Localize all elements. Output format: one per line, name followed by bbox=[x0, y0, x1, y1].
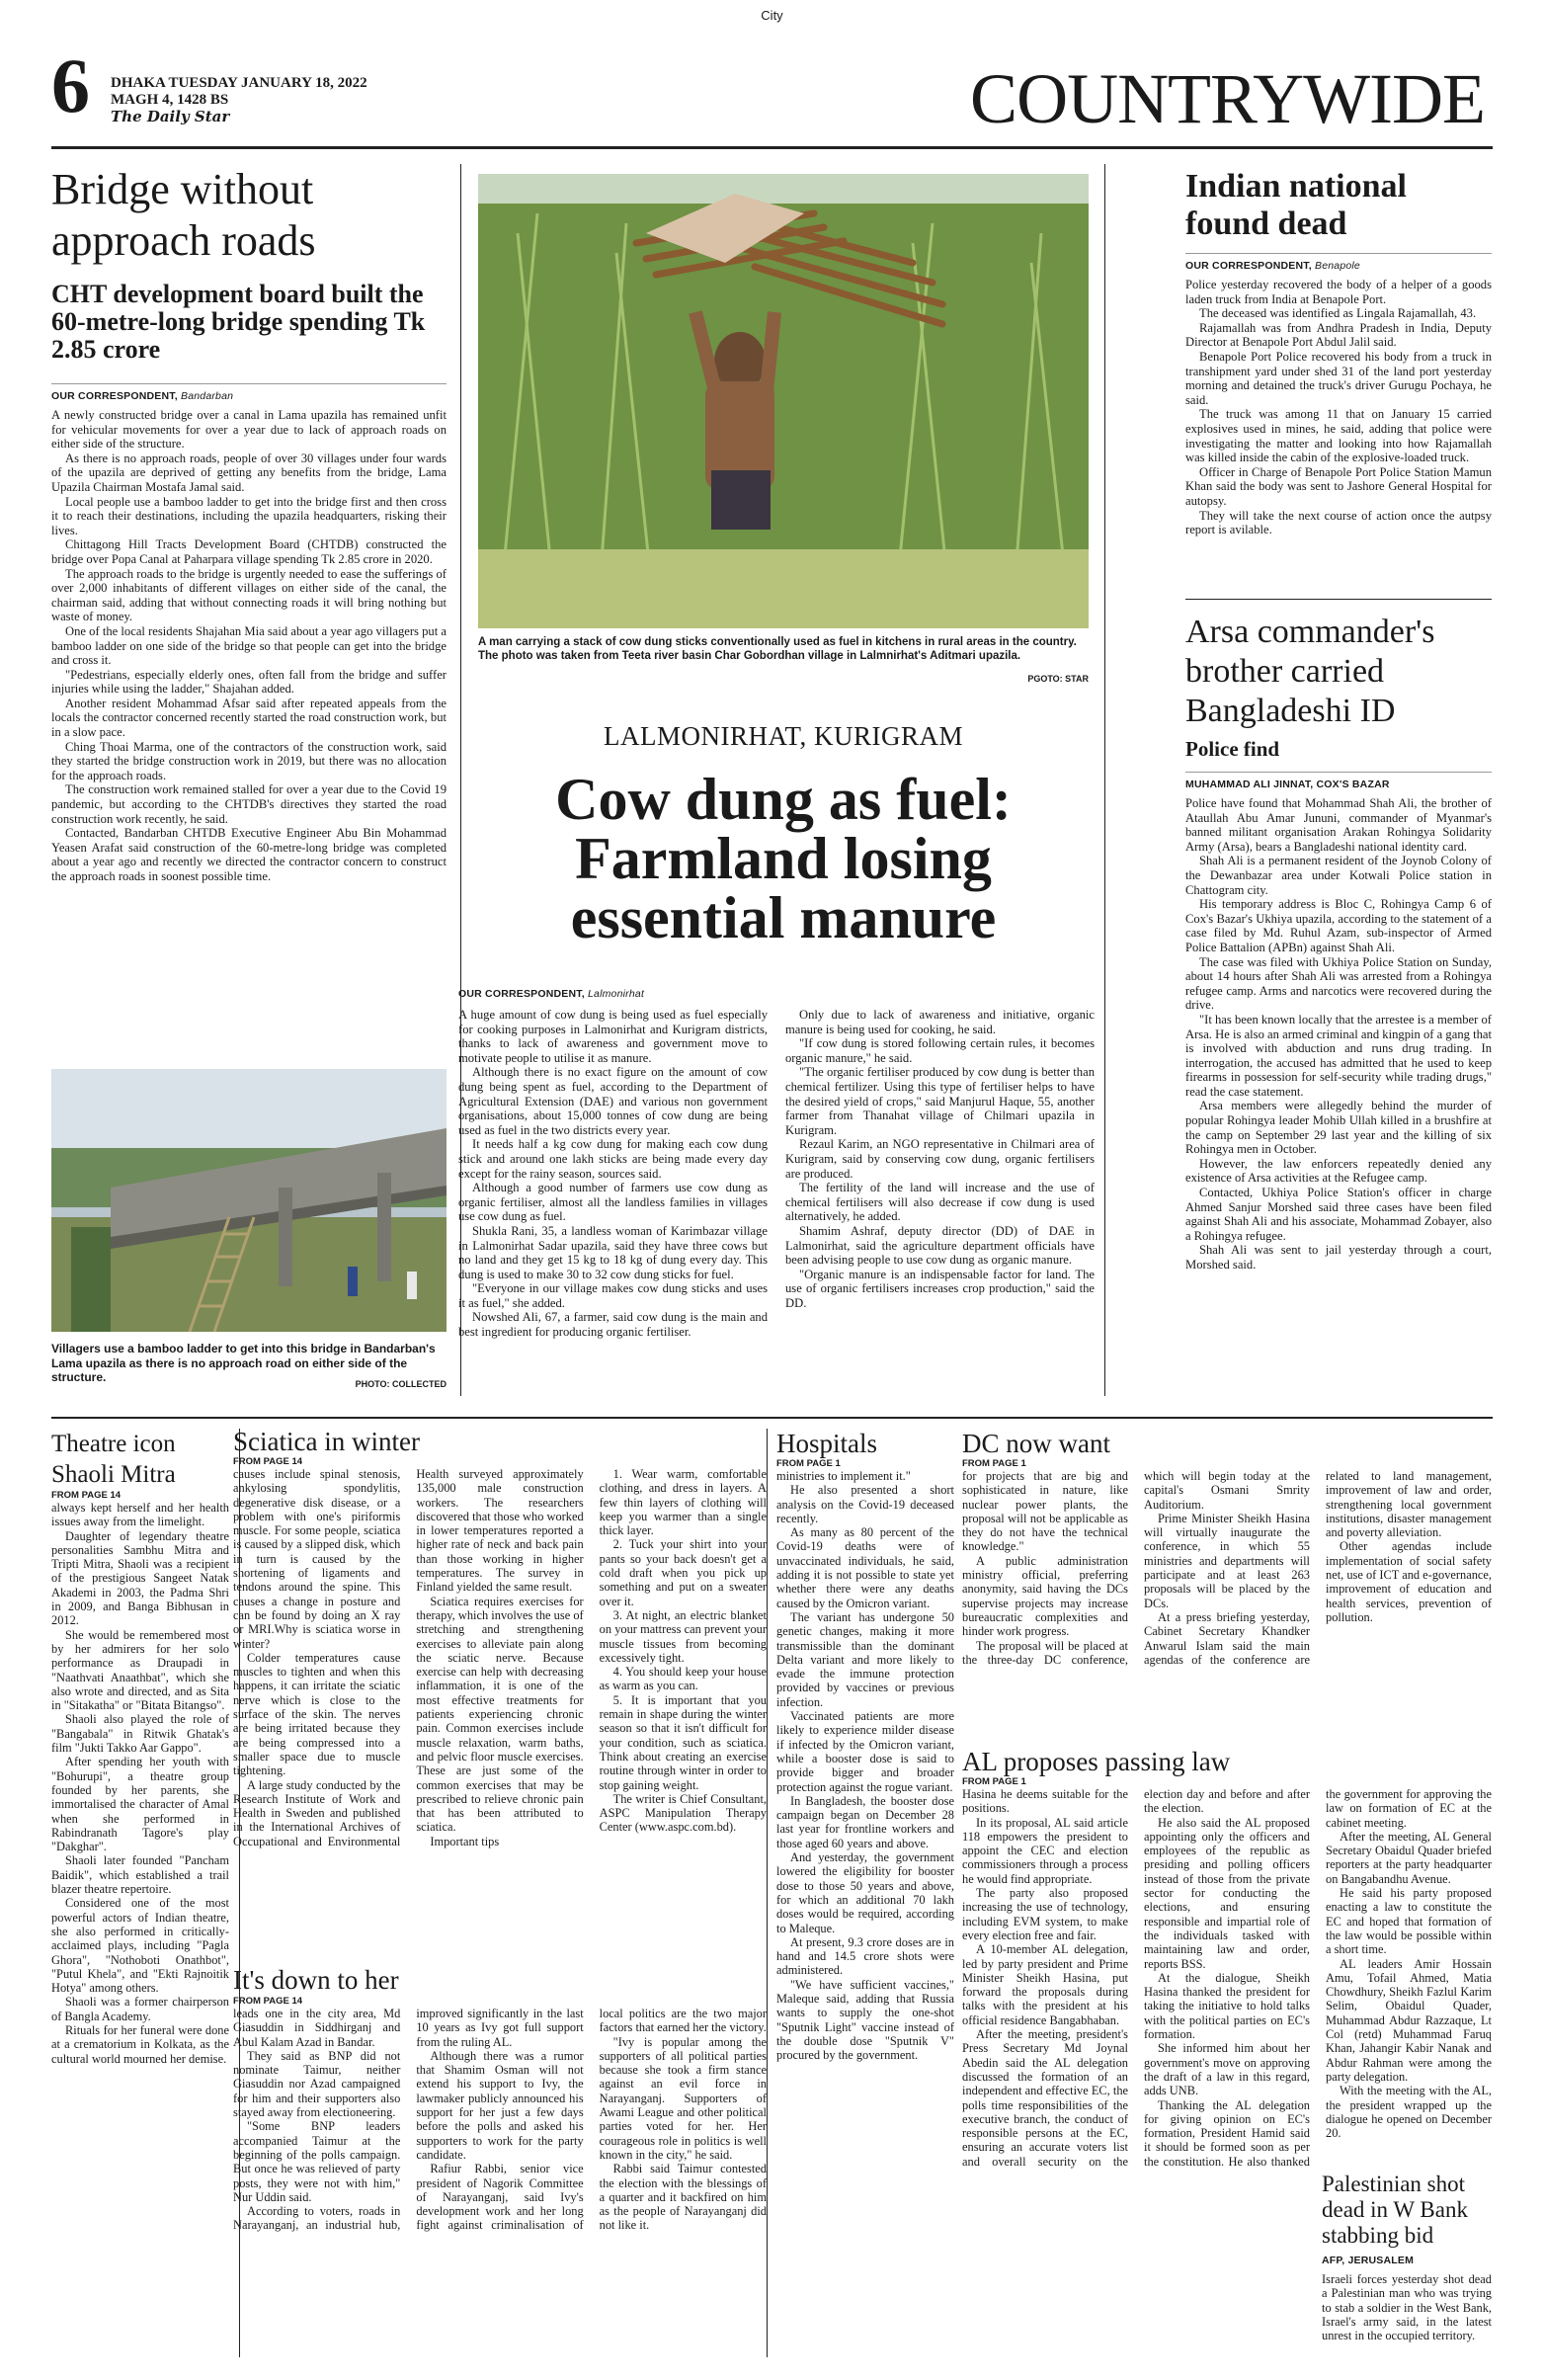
bridge-photo bbox=[51, 1069, 447, 1332]
indian-article bbox=[1185, 168, 1492, 537]
paragraph: In its proposal, AL said article 118 empowers the president to appoint the CEC and election commissioners through a process he would find appropriate. bbox=[962, 1815, 1128, 1886]
bridge-article bbox=[51, 164, 447, 884]
hospitals-body bbox=[776, 1469, 954, 2062]
indian-body bbox=[1185, 278, 1492, 537]
paragraph: Considered one of the most powerful actors of Indian theatre, she also performed in critically-acclaimed plays, including "Pagla Ghora", "Nothoboti Onathbot", "Putul Khela", and "Ekti Rajnoitik Hotya" among others. bbox=[51, 1896, 229, 1996]
paragraph: The approach roads to the bridge is urgently needed to ease the sufferings of over 2,000 inhabitants of different villages on either side of the canal, the chairman said, adding that without connecting roads it will bring nothing but waste of money. bbox=[51, 566, 447, 624]
article-rule bbox=[1185, 599, 1492, 600]
paragraph: They said as BNP did not nominate Taimur, neither Giasuddin nor Azad campaigned for him and their supporters also stayed away from electioneering. bbox=[233, 2048, 401, 2120]
paragraph: A 10-member AL delegation, led by party president and Prime Minister Sheikh Hasina, put forward the proposals during talks with the president at his official residence Bangabhaban. bbox=[962, 1942, 1128, 2027]
paragraph: At a press briefing yesterday, Cabinet Secretary Khandker Anwarul Islam said the main agendas of the conference are related to land management, improvement of law and order, strengthening local government institutions, disaster management and poverty alleviation. bbox=[1144, 1469, 1492, 1667]
paragraph: A newly constructed bridge over a canal in Lama upazila has remained unfit for vehicular movements for over a year due to lack of approach roads on either side of the structure. bbox=[51, 408, 447, 451]
cowdung-byline: OUR CORRESPONDENT, Lalmonirhat bbox=[458, 988, 645, 1000]
paragraph: Rabbi said Taimur contested the election with the blessings of a quarter and it backfired on him as the people of Narayanganj did not like it. bbox=[599, 2162, 767, 2233]
arsa-article bbox=[1185, 613, 1492, 1272]
cowdung-body bbox=[458, 1008, 1095, 1403]
indian-byline: OUR CORRESPONDENT, Benapole bbox=[1185, 253, 1492, 272]
paragraph: "Everyone in our village makes cow dung sticks and uses it as fuel," she added. bbox=[458, 1281, 768, 1310]
sciatica-headline: Sciatica in winter bbox=[233, 1427, 420, 1456]
paragraph: In Bangladesh, the booster dose campaign began on December 28 last year for frontline workers and those aged 60 years and above. bbox=[776, 1793, 954, 1850]
paragraph: "We have sufficient vaccines," Maleque said, adding that Russia wants to supply the one-shot "Sputnik Light" vaccine instead of the double dose "Sputnik V" procured by the government. bbox=[776, 1977, 954, 2063]
cowdung-headline: Cow dung as fuel: Farmland losing essential manure bbox=[555, 767, 1012, 950]
indian-headline: Indian national found dead bbox=[1185, 168, 1407, 242]
paragraph: Shaoli also played the role of "Bangabala" in Ritwik Ghatak's film "Jukti Takko Aar Gappo". bbox=[51, 1712, 229, 1756]
paragraph: Vaccinated patients are more likely to experience milder disease if infected by the Omicron variant, while a booster dose is said to provide bigger and broader protection against the rogue variant. bbox=[776, 1709, 954, 1794]
paragraph: Officer in Charge of Benapole Port Police Station Mamun Khan said the body was sent to Jashore General Hospital for autopsy. bbox=[1185, 464, 1492, 508]
alproposes-headline: AL proposes passing law bbox=[962, 1747, 1231, 1776]
paragraph: At present, 9.3 crore doses are in hand and 14.5 crore shots were administered. bbox=[776, 1934, 954, 1978]
paragraph: One of the local residents Shajahan Mia said about a year ago villagers put a bamboo ladder on one side of the bridge so that people can get into the bridge and cross it. bbox=[51, 623, 447, 668]
theatre-from-page: FROM PAGE 14 bbox=[51, 1490, 122, 1501]
paragraph: At the dialogue, Sheikh Hasina thanked the president for taking the initiative to hold talks with the political parties on EC's formation. bbox=[1144, 1970, 1310, 2042]
paragraph: As there is no approach roads, people of over 30 villages under four wards of the upazila are deprived of getting any benefits from the bridge, Lama Upazila Chairman Mostafa Jamal said. bbox=[51, 451, 447, 494]
paragraph: A public administration ministry official, preferring anonymity, said having the DCs supervise projects may increase bureaucratic complexities and hinder work progress. bbox=[962, 1553, 1128, 1639]
downtoher-body bbox=[233, 2007, 767, 2372]
paragraph: Ching Thoai Marma, one of the contractors of the construction work, said they started the bridge construction work in 2019, but there was no allocation for the approach roads. bbox=[51, 739, 447, 782]
paragraph: They will take the next course of action once the autpsy report is avilable. bbox=[1185, 508, 1492, 537]
arsa-headline: Arsa commander's brother carried Bangladeshi ID bbox=[1185, 614, 1435, 729]
date-line: DHAKA TUESDAY JANUARY 18, 2022 bbox=[111, 75, 367, 91]
column-rule bbox=[767, 1429, 768, 2357]
paragraph: Rajamallah was from Andhra Pradesh in India, Deputy Director at Benapole Port Abdul Jalil said. bbox=[1185, 320, 1492, 350]
paragraph: Colder temperatures cause muscles to tighten and when this happens, it can irritate the sciatic nerve which is close to the surface of the skin. The nerves are being irritated because they are being compressed into a smaller space due to muscle tightening. bbox=[233, 1650, 401, 1778]
paragraph: He also presented a short analysis on the Covid-19 deceased recently. bbox=[776, 1483, 954, 1525]
paragraph: 3. At night, an electric blanket on your mattress can prevent your muscle tissues from becoming excessively tight. bbox=[599, 1607, 767, 1665]
paragraph: He also said the AL proposed appointing only the officers and employees of the republic as presiding and polling officers instead of those from the private sector for conducting the elections, and ensuring responsible and impartial role of the individuals tasked with maintaining law and order, reports BSS. bbox=[1144, 1815, 1310, 1971]
bridge-subhead: CHT development board built the 60-metre-long bridge spending Tk 2.85 crore bbox=[51, 280, 426, 364]
dcnow-headline: DC now want bbox=[962, 1429, 1110, 1458]
paragraph: The construction work remained stalled for over a year due to the Covid 19 pandemic, but according to the CHTDB's directives they started the road construction work recently, he said. bbox=[51, 782, 447, 826]
hospitals-article bbox=[776, 1429, 954, 2062]
cowdung-photo-caption: A man carrying a stack of cow dung sticks conventionally used as fuel in kitchens in rural areas in the country. The photo was taken from Teeta river basin Char Gobordhan village in Lalmnirhat's Aditmari upazila. bbox=[478, 636, 1077, 662]
paragraph: Benapole Port Police recovered his body from a truck in transhipment yard under shed 31 of the land port yesterday morning and detained the truck's driver Gurugu Pochaya, he said. bbox=[1185, 349, 1492, 407]
header-rule bbox=[51, 146, 1493, 149]
paragraph: Sciatica requires exercises for therapy, which involves the use of stretching and strengthening exercises to alleviate pain along the sciatic nerve. Because exercise can help with decreasing inflammation, it is one of the most effective treatments for patients experiencing chronic pain. Common exercises include muscle relaxation, warm baths, and pelvic floor muscle exercises. These are just some of the common exercises that may be prescribed to relieve chronic pain that has been attributed to sciatica. bbox=[416, 1594, 584, 1835]
paragraph: The fertility of the land will increase and the use of chemical fertilisers will also decrease if cow dung is used alternatively, he added. bbox=[785, 1181, 1095, 1224]
paragraph: After the meeting, president's Press Secretary Md Joynal Abedin said the AL delegation discussed the formation of an independent and effective EC, the polls time responsibilities of the executive branch, the conduct of responsible persons at the EC, ensuring an accurate voters list and overall security on the election day and before and after the election. bbox=[962, 1787, 1310, 2169]
dateline bbox=[111, 75, 367, 125]
alproposes-from-page: FROM PAGE 1 bbox=[962, 1776, 1026, 1787]
cowdung-byline-wrap bbox=[458, 982, 761, 1006]
arsa-subhead: Police find bbox=[1185, 737, 1280, 761]
paragraph: causes include spinal stenosis, ankylosing spondylitis, degenerative disk disease, or a problem with one's piriformis muscle. For some people, sciatica is caused by a slipped disk, which in turn is caused by the shortening of ligaments and tendons around the spine. This causes a change in posture and can be found by doing an X ray or MRI.Why is sciatica worse in winter? bbox=[233, 1467, 401, 1651]
paragraph: for projects that are big and sophisticated in nature, like nuclear power plants, the proposal will not be applicable as they do not have the technical knowledge." bbox=[962, 1469, 1128, 1554]
masthead-logo: The Daily Star bbox=[111, 108, 230, 125]
cowdung-photo-credit: PGOTO: STAR bbox=[1027, 674, 1089, 684]
theatre-headline: Theatre icon Shaoli Mitra bbox=[51, 1431, 176, 1488]
paragraph: Local people use a bamboo ladder to get into the bridge first and then cross it to reach their destinations, including the upazila headquarters, risking their lives. bbox=[51, 494, 447, 537]
bridge-byline: OUR CORRESPONDENT, Bandarban bbox=[51, 383, 447, 402]
bridge-headline: Bridge without approach roads bbox=[51, 165, 316, 265]
paragraph: always kept herself and her health issues away from the limelight. bbox=[51, 1501, 229, 1529]
paragraph: The party also proposed increasing the use of technology, including EVM system, to make every election free and fair. bbox=[962, 1886, 1128, 1942]
paragraph: ministries to implement it." bbox=[776, 1469, 911, 1483]
paragraph: Contacted, Bandarban CHTDB Executive Engineer Abu Bin Mohammad Yeasen Arafat said construction of the 60-metre-long bridge was completed about a year ago and recently we directed the contractor concern to construct the approach roads in soonest possible time. bbox=[51, 826, 447, 883]
hospitals-from-page: FROM PAGE 1 bbox=[776, 1458, 841, 1469]
page-number: 6 bbox=[51, 42, 90, 128]
paragraph: Shukla Rani, 35, a landless woman of Karimbazar village in Lalmonirhat Sadar upazila, said they have three cows but no land and they get 15 kg to 18 kg of dung every day. This dung is used to make 30 to 32 cow dung sticks for fuel. bbox=[458, 1223, 768, 1281]
paragraph: Prime Minister Sheikh Hasina will virtually inaugurate the conference, in which 55 ministries and departments will participate and at least 263 proposals will be placed by the DCs. bbox=[1144, 1511, 1310, 1610]
paragraph: Shah Ali was sent to jail yesterday through a court, Morshed said. bbox=[1185, 1243, 1492, 1272]
cowdung-photo-image bbox=[478, 174, 1089, 628]
section-title: COUNTRYWIDE bbox=[970, 59, 1485, 138]
paragraph: Although a good number of farmers use cow dung as organic fertiliser, almost all the landless families in villages use cow dung as fuel. bbox=[458, 1181, 768, 1224]
paragraph: Israeli forces yesterday shot dead a Palestinian man who was trying to stab a soldier in the West Bank, Israel's army said, in the latest unrest in the occupied territory. bbox=[1322, 2272, 1492, 2343]
paragraph: 5. It is important that you remain in shape during the winter season so that it isn't difficult for your condition, such as sciatica. Think about creating an exercise routine through winter in order to stop gaining weight. bbox=[599, 1692, 767, 1792]
paragraph: Contacted, Ukhiya Police Station's officer in charge Ahmed Sanjur Morshed said three cases have been filed against Shah Ali and his associate, Mohammad Zobayer, also a Rohingya refugee. bbox=[1185, 1186, 1492, 1243]
paragraph: She informed him about her government's move on approving the draft of a law in this regard, adds UNB. bbox=[1144, 2041, 1310, 2098]
paragraph: It needs half a kg cow dung for making each cow dung stick and around one lakh sticks are being made every day except for the rainy season, sources said. bbox=[458, 1137, 768, 1181]
bridge-body bbox=[51, 408, 447, 884]
downtoher-from-page: FROM PAGE 14 bbox=[233, 1996, 303, 2007]
dcnow-body bbox=[962, 1469, 1492, 1756]
paragraph: The deceased was identified as Lingala Rajamallah, 43. bbox=[1199, 306, 1477, 321]
paragraph: Although there was a rumor that Shamim Osman will not extend his support to Ivy, the lawmaker publicly announced his support for her just a few days before the polls and asked his supporters to work for the party candidate. bbox=[416, 2048, 584, 2162]
sciatica-article bbox=[233, 1427, 767, 1961]
paragraph: "Organic manure is an indispensable factor for land. The use of organic fertilisers increases crop production," said the DD. bbox=[785, 1267, 1095, 1310]
palestinian-body bbox=[1322, 2272, 1492, 2342]
paragraph: 4. You should keep your house as warm as you can. bbox=[599, 1665, 767, 1693]
paragraph: Daughter of legendary theatre personalities Sambhu Mitra and Tripti Mitra, Shaoli was a recipient of the prestigious Sangeet Natak Akademi in 2003, the Padma Shri in 2009, and Banga Bibhusan in 2012. bbox=[51, 1528, 229, 1628]
sciatica-from-page: FROM PAGE 14 bbox=[233, 1456, 303, 1467]
paragraph: With the meeting with the AL, the president wrapped up the dialogue he opened on December 20. bbox=[1326, 2084, 1492, 2141]
theatre-body bbox=[51, 1501, 229, 2066]
paragraph: She would be remembered most by her admirers for her solo performance as Draupadi in "Naathvati Anaathbat", which she also wrote and directed, and as Sita in "Sitakatha" or "Bitata Bitangso". bbox=[51, 1627, 229, 1713]
paragraph: "Some BNP leaders accompanied Taimur at the beginning of the polls campaign. But once he was relieved of party posts, they were not with him," Nur Uddin said. bbox=[233, 2119, 401, 2204]
paragraph: leads one in the city area, Md Giasuddin in Siddhirganj and Abul Kalam Azad in Bandar. bbox=[233, 2007, 401, 2049]
dcnow-article bbox=[962, 1429, 1492, 1756]
paragraph: "Pedestrians, especially elderly ones, often fall from the bridge and suffer injuries while using the ladder," Shajahan added. bbox=[51, 667, 447, 697]
hospitals-headline: Hospitals bbox=[776, 1429, 878, 1458]
paragraph: Nowshed Ali, 67, a farmer, said cow dung is the main and best ingredient for producing organic fertiliser. bbox=[458, 1310, 768, 1340]
paragraph: After spending her youth with "Bohurupi", a theatre group founded by her parents, she immortalised the character of Amal when she performed in Rabindranath Tagore's play "Dakghar". bbox=[51, 1755, 229, 1854]
bridge-photo-credit: PHOTO: COLLECTED bbox=[355, 1379, 447, 1389]
paragraph: 1. Wear warm, comfortable clothing, and dress in layers. A few thin layers of clothing will keep you warmer than a single thick layer. bbox=[599, 1467, 767, 1538]
paragraph: As many as 80 percent of the Covid-19 deaths were of unvaccinated individuals, he said, adding it is not possible to state yet whether there were any deaths caused by the Omicron variant. bbox=[776, 1525, 954, 1610]
cowdung-photo bbox=[478, 174, 1089, 628]
paragraph: After the meeting, AL General Secretary Obaidul Quader briefed reporters at the party headquarter on Bangabandhu Avenue. bbox=[1326, 1829, 1492, 1886]
paragraph: Hasina he deems suitable for the positions. bbox=[962, 1787, 1128, 1816]
paragraph: Police have found that Mohammad Shah Ali, the brother of Ataullah Abu Amar Jununi, commander of Myanmar's banned militant organisation Arakan Rohingya Solidarity Army (Arsa), bears a Bangladeshi national identity card. bbox=[1185, 796, 1492, 854]
section-top-label: City bbox=[761, 8, 783, 23]
paragraph: Other agendas include implementation of social safety net, use of ICT and e-governance, improvement of education and health services, prevention of pollution. bbox=[1326, 1539, 1493, 1624]
paragraph: The proposal will be placed at the three-day DC conference, which will begin today at the capital's Osmani Smrity Auditorium. bbox=[962, 1469, 1310, 1667]
paragraph: Important tips bbox=[430, 1834, 500, 1848]
paragraph: Shah Ali is a permanent resident of the Joynob Colony of the Dewanbazar area under Kotwali Police station in Chattogram city. bbox=[1185, 854, 1492, 897]
theatre-article bbox=[51, 1429, 229, 2066]
paragraph: AL leaders Amir Hossain Amu, Tofail Ahmed, Matia Chowdhury, Sheikh Fazlul Karim Selim, Obaidul Quader, Muhammad Abdur Razzaque, Lt Col (retd) Muhammad Faruq Khan, Jahangir Kabir Nanak and Abdur Rahman were among the party delegation. bbox=[1326, 1956, 1492, 2084]
paragraph: The variant has undergone 50 genetic changes, making it more transmissible than the dominant Delta variant and more likely to evade the immune protection provided by vaccines or previous infection. bbox=[776, 1609, 954, 1709]
sciatica-body bbox=[233, 1467, 767, 1961]
paragraph: However, the law enforcers repeatedly denied any existence of Arsa activities at the Refugee camp. bbox=[1185, 1156, 1492, 1186]
downtoher-headline: It's down to her bbox=[233, 1965, 399, 1995]
palestinian-headline: Palestinian shot dead in W Bank stabbing bid bbox=[1322, 2172, 1468, 2248]
bangla-date: MAGH 4, 1428 BS bbox=[111, 92, 229, 108]
paragraph: Shamim Ashraf, deputy director (DD) of DAE in Lalmonirhat, said the agriculture department officials have been advising people to use cow dung as organic manure. bbox=[785, 1223, 1095, 1268]
paragraph: Rezaul Karim, an NGO representative in Chilmari area of Kurigram, said by conserving cow dung, organic fertilisers are produced. bbox=[785, 1137, 1095, 1181]
dcnow-from-page: FROM PAGE 1 bbox=[962, 1458, 1026, 1469]
paragraph: The truck was among 11 that on January 15 carried explosives used in mines, he said, adding that police were investigating the matter and looking into how Rajamallah was killed inside the cabin of the explosive-loaded truck. bbox=[1185, 407, 1492, 465]
paragraph: Rituals for her funeral were done at a crematorium in Kolkata, as the cultural world mourned her demise. bbox=[51, 2022, 229, 2066]
paragraph: A huge amount of cow dung is being used as fuel especially for cooking purposes in Lalmonirhat and Kurigram districts, thanks to lack of awareness and government move to motivate people to utilise it as manure. bbox=[458, 1008, 768, 1065]
arsa-body bbox=[1185, 796, 1492, 1272]
paragraph: Shaoli later founded "Pancham Baidik", which established a trail blazer theatre repertoire. bbox=[51, 1853, 229, 1897]
palestinian-article bbox=[1322, 2172, 1492, 2342]
paragraph: The case was filed with Ukhiya Police Station on Sunday, about 14 hours after Shah Ali was arrested from a Rohingya refugee camp. Arms and narcotics were recovered during the drive. bbox=[1185, 954, 1492, 1013]
paragraph: Arsa members were allegedly behind the murder of popular Rohingya leader Mohib Ullah killed in a brushfire at the camp on September 29 last year and the killing of six Rohingya men in October. bbox=[1185, 1099, 1492, 1157]
paragraph: And yesterday, the government lowered the eligibility for booster dose to those 50 years and above, for which an additional 70 lakh doses would be required, according to Maleque. bbox=[776, 1850, 954, 1935]
cowdung-kicker: LALMONIRHAT, KURIGRAM bbox=[604, 721, 963, 751]
downtoher-article bbox=[233, 1964, 767, 2372]
paragraph: "The organic fertiliser produced by cow dung is better than chemical fertilizer. Using this type of fertiliser helps to have the desired yield of crops," said Manjurul Haque, 55, another farmer from Thanahat village of Chilmari upazila in Kurigram. bbox=[785, 1065, 1095, 1137]
bridge-photo-image bbox=[51, 1069, 447, 1332]
paragraph: His temporary address is Bloc C, Rohingya Camp 6 of Cox's Bazar's Ukhiya upazila, according to the statement of a case filed by Md. Ruhul Azam, sub-inspector of Armed Police Battalion (APBn) against Shah Ali. bbox=[1185, 897, 1492, 954]
paragraph: 2. Tuck your shirt into your pants so your back doesn't get a cold draft when you pick up something and put on a sweater over it. bbox=[599, 1537, 767, 1608]
paragraph: Another resident Mohammad Afsar said after repeated appeals from the locals the contractor concerned recently started the road construction work, but in a slow pace. bbox=[51, 696, 447, 740]
arsa-byline: MUHAMMAD ALI JINNAT, COX'S BAZAR bbox=[1185, 772, 1492, 790]
paragraph: Police yesterday recovered the body of a helper of a goods laden truck from India at Benapole Port. bbox=[1185, 278, 1492, 306]
paragraph: "It has been known locally that the arrestee is a member of Arsa. He is also an armed criminal and kingpin of a gang that is involved with abduction and runs drug trading. In interrogation, the accused has admitted that he used to keep firearms in possession for self-security while trading drugs," read the case statement. bbox=[1185, 1012, 1492, 1099]
paragraph: Only due to lack of awareness and initiative, organic manure is being used for cooking, he said. bbox=[785, 1008, 1095, 1036]
fold-rule bbox=[51, 1417, 1493, 1419]
paragraph: He said his party proposed enacting a law to constitute the EC and hoped that formation of the law would be possible within a short time. bbox=[1326, 1886, 1492, 1957]
paragraph: The writer is Chief Consultant, ASPC Manipulation Therapy Center (www.aspc.com.bd). bbox=[599, 1791, 767, 1835]
paragraph: Shaoli was a former chairperson of Bangla Academy. bbox=[51, 1995, 229, 2023]
palestinian-byline: AFP, JERUSALEM bbox=[1322, 2255, 1415, 2266]
paragraph: Rafiur Rabbi, senior vice president of Nagorik Committee of Narayanganj, said Ivy's development work and her long fight against criminalisation of local politics are the two major factors that earned her the victory. bbox=[416, 2007, 767, 2233]
bridge-photo-caption: Villagers use a bamboo ladder to get into this bridge in Bandarban's Lama upazila as there is no approach road on either side of the structure. bbox=[51, 1342, 436, 1384]
cowdung-heading bbox=[478, 721, 1089, 950]
paragraph: Thanking the AL delegation for giving opinion on EC's formation, President Hamid said it should be formed soon as per the constitution. He also thanked the government for approving the law on formation of EC at the cabinet meeting. bbox=[1144, 1787, 1492, 2169]
paragraph: Chittagong Hill Tracts Development Board (CHTDB) constructed the bridge over Popa Canal at Paharpara village spending Tk 2.85 crore in 2020. bbox=[51, 537, 447, 566]
paragraph: A large study conducted by the Research Institute of Work and Health in Sweden and published in the International Archives of Occupational and Environmental Health surveyed approximately 135,000 male construction workers. The researchers discovered that those who worked in lower temperatures reported a higher rate of neck and back pain than those working in higher temperatures. The survey in Finland yielded the same result. bbox=[233, 1467, 584, 1848]
paragraph: According to voters, roads in Narayanganj, an industrial hub, improved significantly in the last 10 years as Ivy got full support from the ruling AL. bbox=[233, 2007, 584, 2233]
paragraph: "Ivy is popular among the supporters of all political parties because she took a firm stance against an evil force in Narayanganj. Supporters of Awami League and other political parties voted for her. Her courageous role in politics is well known in the city," he said. bbox=[599, 2034, 767, 2162]
paragraph: Although there is no exact figure on the amount of cow dung being spent as fuel, according to the Department of Agricultural Extension (DAE) and various non government organisations, about 15,000 tonnes of cow dung are being used as fuel in the two districts every year. bbox=[458, 1065, 768, 1137]
paragraph: "If cow dung is stored following certain rules, it becomes organic manure," he said. bbox=[785, 1036, 1095, 1065]
column-rule bbox=[1104, 164, 1105, 1396]
